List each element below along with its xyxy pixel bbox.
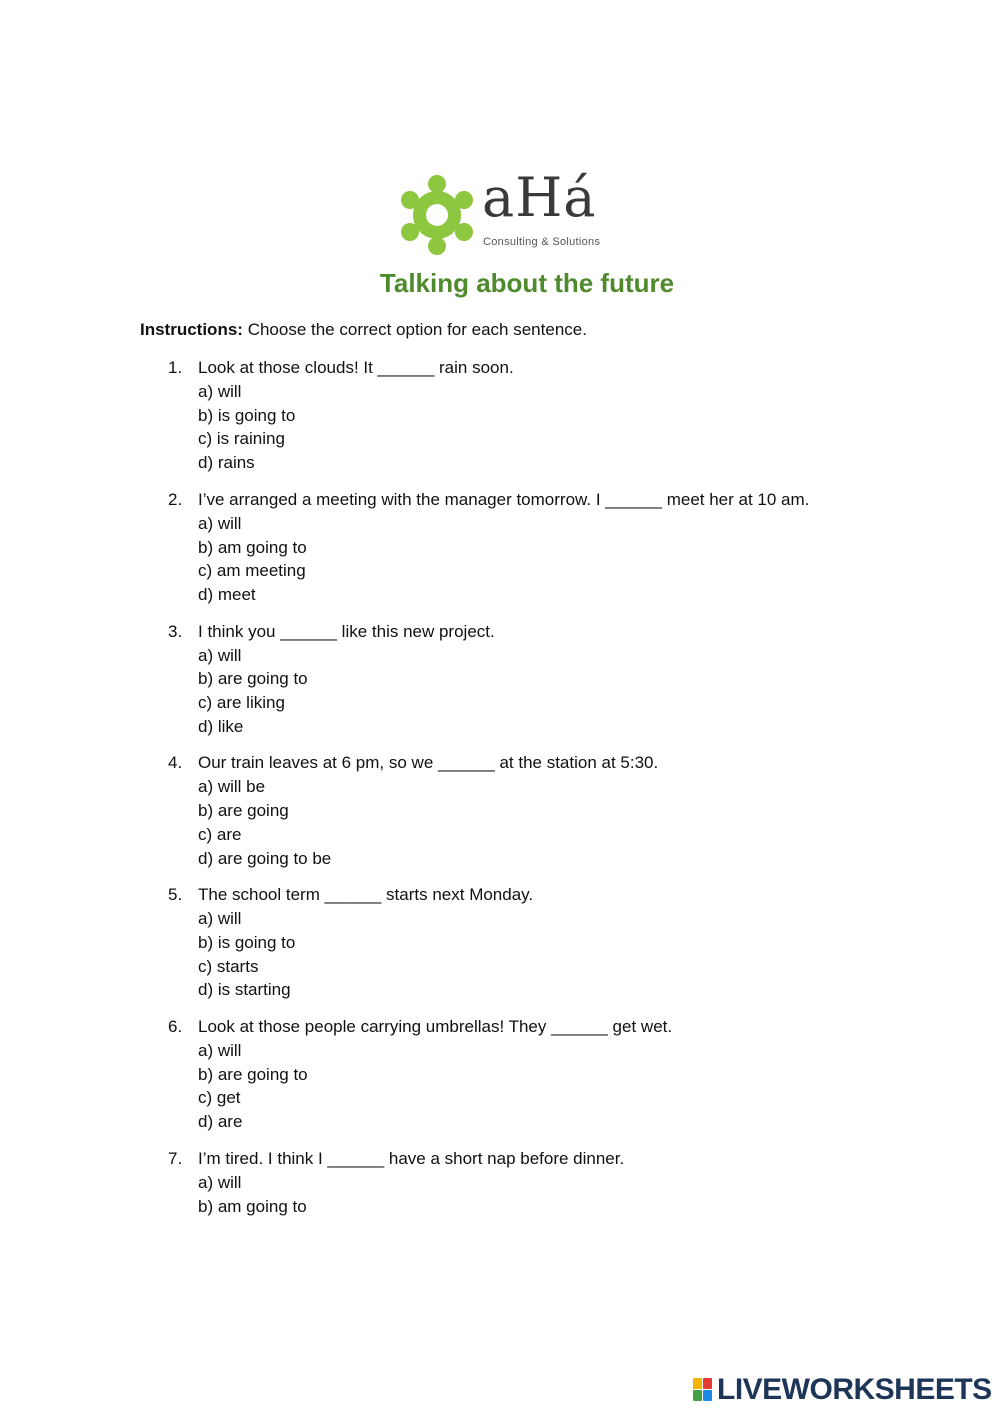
question-item xyxy=(168,356,809,475)
answer-option[interactable]: a) will xyxy=(198,1041,242,1061)
question-item xyxy=(168,1015,809,1134)
liveworksheets-brand xyxy=(693,1374,993,1406)
question-line xyxy=(168,1147,809,1171)
question-number: 6. xyxy=(168,1017,183,1037)
question-line xyxy=(168,488,809,512)
answer-option[interactable]: c) are xyxy=(198,824,242,844)
answer-option[interactable]: d) is starting xyxy=(198,980,291,1000)
page-title: Talking about the future xyxy=(379,268,675,298)
answer-option[interactable]: a) will be xyxy=(198,777,266,797)
question-number: 1. xyxy=(168,358,183,377)
instructions-text: Choose the correct option for each sentence. xyxy=(247,320,587,339)
answer-option[interactable]: d) rains xyxy=(198,453,255,473)
question-text: I’m tired. I think I ______ have a short nap before dinner. xyxy=(198,1148,625,1168)
question-number: 3. xyxy=(168,621,183,641)
logo-star-icon xyxy=(396,174,478,256)
question-text: I’ve arranged a meeting with the manager tomorrow. I ______ meet her at 10 am. xyxy=(198,489,810,509)
answer-option[interactable]: c) am meeting xyxy=(198,561,306,581)
question-line xyxy=(168,620,809,644)
question-text: Look at those people carrying umbrellas! They ______ get wet. xyxy=(198,1017,673,1037)
answer-option[interactable]: b) are going to xyxy=(198,1064,308,1084)
answer-option[interactable]: c) starts xyxy=(198,956,259,976)
question-list xyxy=(168,356,809,1231)
answer-option[interactable]: a) will xyxy=(198,382,242,401)
answer-option[interactable]: b) am going to xyxy=(198,1196,307,1216)
answer-option[interactable]: b) is going to xyxy=(198,932,296,952)
answer-option[interactable]: b) am going to xyxy=(198,537,307,557)
instructions xyxy=(140,320,587,340)
question-text: The school term ______ starts next Monday. xyxy=(198,885,534,905)
answer-option[interactable]: d) meet xyxy=(198,584,256,604)
question-item xyxy=(168,883,809,1002)
answer-option[interactable]: d) are xyxy=(198,1112,243,1132)
answer-option[interactable]: a) will xyxy=(198,645,242,665)
question-line xyxy=(168,883,809,907)
answer-option[interactable]: c) is raining xyxy=(198,429,285,449)
liveworksheets-logo-icon xyxy=(693,1378,713,1402)
answer-option[interactable]: a) will xyxy=(198,513,242,533)
answer-option[interactable]: b) are going to xyxy=(198,669,308,689)
answer-option[interactable]: b) are going xyxy=(198,801,289,821)
answer-option[interactable]: d) like xyxy=(198,716,244,736)
question-number: 2. xyxy=(168,489,183,509)
question-item xyxy=(168,620,809,739)
question-number: 5. xyxy=(168,885,183,905)
answer-option[interactable]: c) get xyxy=(198,1088,241,1108)
question-number: 7. xyxy=(168,1148,183,1168)
question-text: Look at those clouds! It ______ rain soon. xyxy=(198,358,514,377)
answer-option[interactable]: a) will xyxy=(198,909,242,929)
question-item xyxy=(168,488,809,607)
answer-option[interactable]: c) are liking xyxy=(198,693,285,713)
question-line xyxy=(168,751,809,775)
logo-text: aHá xyxy=(482,166,597,229)
question-item xyxy=(168,751,809,870)
answer-option[interactable]: b) is going to xyxy=(198,405,296,425)
question-item xyxy=(168,1147,809,1218)
question-line xyxy=(168,356,809,380)
answer-option[interactable]: d) are going to be xyxy=(198,848,332,868)
question-text: Our train leaves at 6 pm, so we ______ at the station at 5:30. xyxy=(198,753,659,773)
liveworksheets-text: LIVEWORKSHEETS xyxy=(717,1373,992,1406)
question-line xyxy=(168,1015,809,1039)
question-number: 4. xyxy=(168,753,183,773)
instructions-label: Instructions: xyxy=(140,320,243,339)
logo-subtitle: Consulting & Solutions xyxy=(483,236,601,248)
aha-logo xyxy=(396,166,608,256)
question-text: I think you ______ like this new project. xyxy=(198,621,495,641)
answer-option[interactable]: a) will xyxy=(198,1172,242,1192)
